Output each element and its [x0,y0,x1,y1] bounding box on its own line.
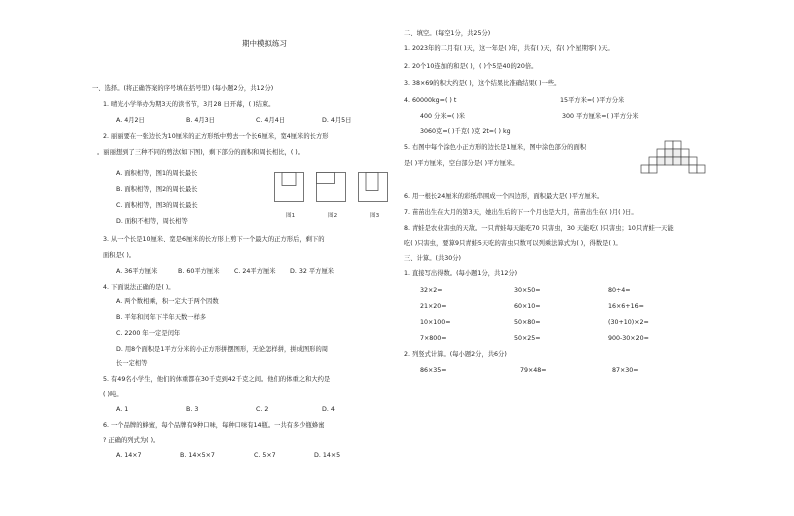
calc-cell: 16×6+16= [608,303,644,310]
q5-option-b: B. 3 [186,406,199,413]
question-1: 1. 晴光小学举办为期3天的读书节，3月28 日开幕，( )结束。 [103,101,275,108]
fill-4-item-5: 3060克=( )千克( )克 2t=( ) kg [420,128,511,135]
question-3-line-1: 3. 从一个长是10厘米、宽是6厘米的长方形上剪下一个最大的正方形后，剩下的 [103,236,325,243]
figure-3-label: 图3 [370,213,380,219]
section-2-heading: 二、填空。(每空1分，共25分) [404,30,491,37]
fill-2: 2. 20个10连加的和是( )，( )个5是40的20倍。 [404,63,538,70]
figure-1-label: 图1 [286,213,296,219]
vertical-calc-3: 87×30= [612,367,639,374]
q2-option-b: B. 面积相等，图2的周长最长 [116,186,198,193]
q3-option-c: C. 24平方厘米 [234,268,276,275]
fill-6: 6. 用一根长24厘米的彩纸串围成一个四边形，面积最大是( )平方厘米。 [404,193,604,200]
q2-option-c: C. 面积相等，图3的周长最长 [116,202,198,209]
q1-option-a: A. 4月2日 [116,117,145,124]
q3-option-d: D. 32 平方厘米 [290,268,335,275]
vertical-calc-2: 79×48= [520,367,547,374]
calc-cell: 32×2= [420,287,443,294]
figure-2 [316,172,346,202]
question-4: 4. 下面说法正确的是( )。 [103,284,175,291]
section-3-heading: 三、计算。(共30分) [404,255,462,262]
q6-option-a: A. 14×7 [116,452,142,459]
fill-3: 3. 38×69的积大约是( )，这个结果比准确结果( )一些。 [404,80,561,87]
question-5-line-2: ( )吨。 [103,391,123,398]
calc-cell: 60×10= [514,303,541,310]
q1-option-b: B. 4月3日 [186,117,215,124]
section-1-heading: 一、选择。(将正确答案的序号填在括号里) (每小题2分，共12分) [92,85,274,92]
fill-4-item-1: 4. 60000kg=( ) t [404,97,457,104]
q6-option-d: D. 14×5 [314,452,341,459]
staircase-grid-figure [640,140,708,174]
q1-option-c: C. 4月4日 [256,117,286,124]
figure-1 [274,172,304,202]
fill-4-item-2: 15平方米=( )平方分米 [560,97,625,104]
question-3-line-2: 面积是( )。 [103,252,136,259]
q4-option-d-line-1: D. 用8个面积是1平方分米的小正方形拼摆图形，无论怎样拼，拼成图形的周 [116,346,329,353]
fill-1: 1. 2023年的二月有( )天，这一年是( )年，共有( )天，有( )个星期零( )天。 [404,45,614,52]
calc-cell: 900-30×20= [608,335,649,342]
q4-option-b: B. 平年和闰年下半年天数一样多 [116,314,207,321]
q6-option-b: B. 14×5×7 [180,452,215,459]
calc-2-heading: 2. 列竖式计算。(每小题2分，共6分) [404,351,507,358]
fill-8-line-2: 吃( )只害虫，要算9只青蛙5天吃的害虫只数可以列乘法算式为( )，得数是( )。 [404,240,622,247]
page-title: 期中模拟练习 [242,39,287,48]
q2-option-d: D. 面积不相等，周长相等 [116,218,188,225]
figure-2-label: 图2 [328,213,338,219]
fill-5-line-1: 5. 右图中每个涂色小正方形的边长是1厘米，图中涂色部分的面积 [404,144,587,151]
calc-cell: 80÷4= [608,287,631,294]
question-5-line-1: 5. 有49名小学生，他们的体重都在30千克到42千克之间。他们的体重之和大约是 [103,376,331,383]
fill-4-item-3: 400 分米=( )米 [420,113,466,120]
fill-5-line-2: 是( )平方厘米，空白部分是( )平方厘米。 [404,160,519,167]
calc-cell: (30+10)×2= [608,319,649,326]
q4-option-c: C. 2200 年一定是闰年 [116,330,181,337]
q1-option-d: D. 4月5日 [322,117,352,124]
question-6-line-2: ? 正确的列式为( )。 [103,437,160,444]
calc-cell: 21×20= [420,303,447,310]
question-6-line-1: 6. 一个品牌的蜂蜜，每个品牌有9种口味，每种口味有14瓶。一共有多少瓶蜂蜜 [103,422,325,429]
vertical-calc-1: 86×35= [420,367,447,374]
fill-4-item-4: 300 平方厘米=( )平方分米 [562,113,639,120]
q4-option-a: A. 两个数相乘，积一定大于两个因数 [116,298,219,305]
question-2-line-2: 。丽丽想到了三种不同的剪法(如下图)，剩下部分的面积和周长相比，( )。 [97,149,305,156]
q6-option-c: C. 5×7 [254,452,276,459]
calc-cell: 7×800= [420,335,447,342]
q3-option-a: A. 36平方厘米 [116,268,158,275]
q2-option-a: A. 面积相等，图1的周长最长 [116,170,198,177]
q5-option-a: A. 1 [116,406,129,413]
q4-option-d-line-2: 长一定相等 [116,360,148,367]
fill-7: 7. 苗苗出生在大月的第3天，她出生后的下一个月也是大月，苗苗出生在( )月( )日。 [404,209,638,216]
q3-option-b: B. 60平方厘米 [178,268,220,275]
calc-cell: 50×80= [514,319,541,326]
question-2-line-1: 2. 丽丽要在一张边长为10厘米的正方形纸中剪去一个长6厘米，宽4厘米的长方形 [103,133,329,140]
calc-cell: 30×50= [514,287,541,294]
calc-cell: 10×100= [420,319,451,326]
q5-option-c: C. 2 [256,406,269,413]
calc-1-heading: 1. 直接写出得数。(每小题1分，共12分) [404,270,518,277]
q5-option-d: D. 4 [322,406,335,413]
figure-3 [358,172,388,202]
calc-cell: 50×25= [514,335,541,342]
fill-8-line-1: 8. 青蛙是农业害虫的天敌。一只青蛙每天能吃70 只害虫，30 天能吃( )只害虫；10只青蛙一天能 [404,225,674,232]
